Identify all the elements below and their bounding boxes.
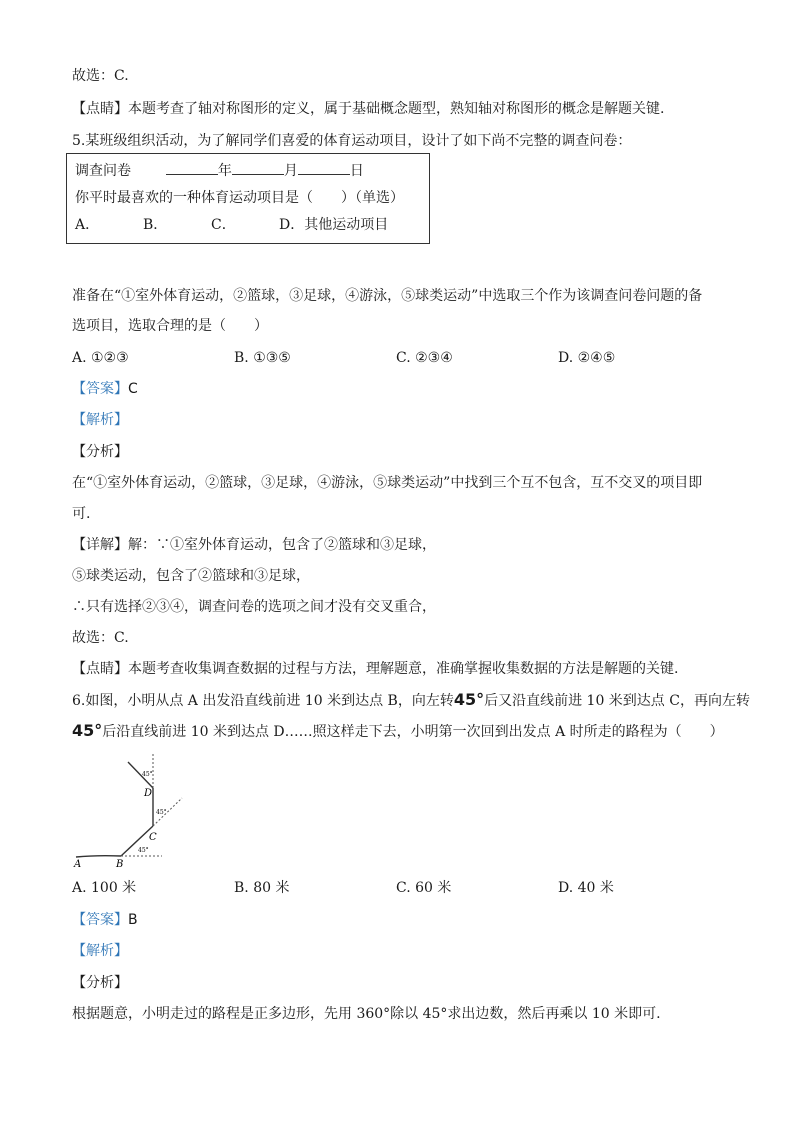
q6-answer-line (72, 910, 138, 930)
point-d-label: D (144, 788, 153, 799)
q6-option-b: B. 80 米 (234, 880, 290, 896)
q5-option-a: A. ①②③ (72, 350, 129, 366)
day-blank (298, 160, 350, 175)
answer-value: C (128, 381, 138, 397)
point-b-label: B (116, 859, 124, 868)
answer-tag: 【答案】 (72, 381, 128, 397)
survey-option-d: D．其他运动项目 (279, 217, 389, 233)
q5-fenxi-text-2: 可. (72, 506, 91, 522)
angle-label-c: 45° (156, 809, 167, 816)
q6-stem-1a: 6.如图，小明从点 A 出发沿直线前进 10 米到达点 B，向左转 (72, 693, 454, 709)
walking-path-figure (72, 750, 192, 868)
q6-stem-1c: 后又沿直线前进 10 米到达点 C，再向左转 (484, 693, 750, 709)
q5-dianjing: 【点睛】本题考查收集调查数据的过程与方法，理解题意，准确掌握收集数据的方法是解题的关键. (72, 661, 679, 677)
q5-option-c: C. ②③④ (396, 350, 453, 366)
angle-label-b: 45° (138, 847, 149, 854)
survey-box (66, 153, 430, 244)
q5-text-2: 选项目，选取合理的是（ ） (72, 318, 268, 334)
survey-title: 调查问卷 (75, 163, 131, 179)
q6-stem-2b: 后沿直线前进 10 米到达点 D……照这样走下去，小明第一次回到出发点 A 时所走的路程为（ ） (102, 724, 724, 740)
q5-analysis-tag: 【解析】 (72, 412, 128, 428)
q5-answer-line (72, 379, 138, 399)
q5-option-d: D. ②④⑤ (558, 350, 616, 366)
survey-option-c: C． (211, 217, 236, 233)
q5-detail-1: 【详解】解：∵①室外体育运动，包含了②篮球和③足球， (72, 537, 436, 553)
review-note: 【点睛】本题考查了轴对称图形的定义，属于基础概念题型，熟知轴对称图形的概念是解题关键. (72, 101, 665, 117)
conclusion-line: 故选：C. (72, 68, 129, 84)
q5-fenxi-text-1: 在“①室外体育运动，②篮球，③足球，④游泳，⑤球类运动”中找到三个互不包含，互不交叉的项目即 (72, 475, 703, 491)
year-label: 年 (217, 163, 232, 179)
month-blank (232, 160, 284, 175)
q6-analysis-tag: 【解析】 (72, 943, 128, 959)
q6-option-c: C. 60 米 (396, 880, 452, 896)
answer-value: B (128, 912, 138, 928)
q5-detail-2: ⑤球类运动，包含了②篮球和③足球， (72, 568, 310, 584)
q6-stem-1 (72, 690, 750, 711)
q6-fenxi-tag: 【分析】 (72, 975, 128, 991)
q5-text-1: 准备在“①室外体育运动，②篮球，③足球，④游泳，⑤球类运动”中选取三个作为该调查问卷问题的备 (72, 288, 703, 304)
segment-ab (76, 856, 121, 857)
point-a-label: A (74, 859, 82, 868)
survey-header (75, 160, 364, 181)
angle-label-d: 45° (142, 771, 153, 778)
q5-option-b: B. ①③⑤ (234, 350, 291, 366)
day-label: 日 (349, 163, 364, 179)
q5-fenxi-tag: 【分析】 (72, 444, 128, 460)
q5-stem: 5.某班级组织活动，为了解同学们喜爱的体育运动项目，设计了如下尚不完整的调查问卷： (72, 133, 632, 149)
q5-detail-4: 故选：C. (72, 630, 129, 646)
answer-tag: 【答案】 (72, 912, 128, 928)
survey-option-b: B． (143, 217, 168, 233)
q6-fenxi-text: 根据题意，小明走过的路程是正多边形，先用 360°除以 45°求出边数，然后再乘以 10 米即可. (72, 1006, 661, 1022)
q6-option-d: D. 40 米 (558, 880, 614, 896)
q6-angle-2: 45° (72, 721, 103, 740)
q5-detail-3: ∴只有选择②③④，调查问卷的选项之间才没有交叉重合， (72, 599, 436, 615)
q6-stem-2 (72, 721, 724, 742)
year-blank (166, 160, 218, 175)
q6-option-a: A. 100 米 (72, 880, 137, 896)
q6-angle-1: 45° (453, 690, 485, 709)
point-c-label: C (149, 832, 157, 843)
survey-option-a: A． (75, 217, 100, 233)
survey-question: 你平时最喜欢的一种体育运动项目是（ ）（单选） (75, 190, 404, 206)
month-label: 月 (283, 163, 298, 179)
